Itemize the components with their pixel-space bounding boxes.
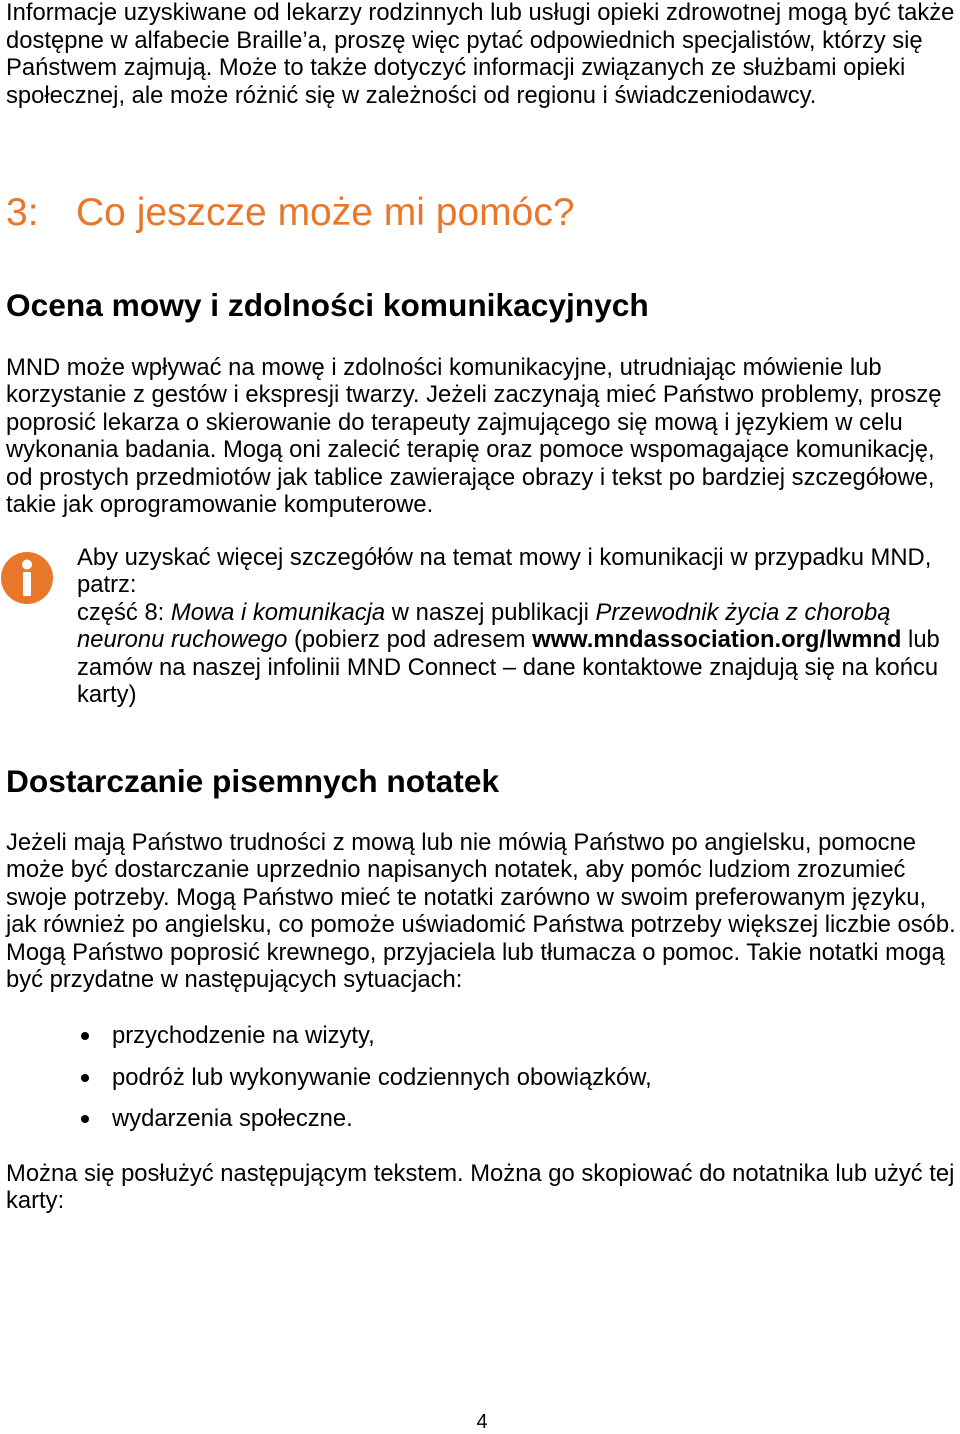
paragraph-line: być przydatne w następujących sytuacjach: (6, 966, 463, 993)
list-item (0, 1105, 960, 1133)
paragraph-line: może być dostarczanie uprzednio napisanych notatek, aby pomóc ludziom zrozumieć (6, 856, 906, 883)
written-notes-heading: Dostarczanie pisemnych notatek (6, 763, 500, 799)
intro-line: Państwem zajmują. Może to także dotyczyć informacji związanych ze służbami opieki (6, 54, 906, 81)
info-icon (0, 551, 54, 605)
list-item (0, 1022, 960, 1050)
bullet-marker (81, 1074, 89, 1082)
paragraph-line: jak również po angielsku, co pomoże uświadomić Państwa potrzeby większej liczbie osób. (6, 911, 956, 938)
paragraph-line: Jeżeli mają Państwo trudności z mową lub nie mówią Państwo po angielsku, pomocne (6, 828, 917, 856)
paragraph-line: poprosić lekarza o skierowanie do terapeuty zajmującego się mową i językiem w celu (6, 408, 903, 436)
info-reference-line (77, 654, 940, 682)
info-reference-line (77, 626, 940, 654)
info-text (77, 544, 940, 709)
list-item-text: wydarzenia społeczne. (112, 1104, 353, 1132)
list-item (0, 1064, 960, 1092)
section-title: Co jeszcze może mi pomóc? (76, 191, 575, 234)
paragraph-line: swoje potrzeby. Mogą Państwo mieć te notatki zarówno w swoim preferowanym języku, (6, 883, 927, 911)
info-reference-line (77, 599, 940, 627)
paragraph-line: od prostych przedmiotów jak tablice zawierające obrazy i tekst po bardziej szczegółowe, (6, 463, 935, 491)
speech-assessment-heading: Ocena mowy i zdolności komunikacyjnych (6, 287, 649, 323)
paragraph-line: Mogą Państwo poprosić krewnego, przyjaciela lub tłumacza o pomoc. Takie notatki mogą (6, 938, 945, 966)
written-notes-paragraph (6, 829, 956, 994)
publication-title: Przewodnik życia z chorobą (595, 598, 891, 626)
paragraph-line: MND może wpływać na mowę i zdolności komunikacyjne, utrudniając mówienie lub (6, 353, 882, 381)
reference-text: (pobierz pod adresem (287, 626, 533, 653)
bullet-marker (81, 1032, 89, 1040)
speech-assessment-paragraph (6, 354, 941, 519)
bullet-marker (81, 1115, 89, 1123)
paragraph-line: Można się posłużyć następującym tekstem. Można go skopiować do notatnika lub użyć tej (6, 1159, 955, 1187)
list-item-text: przychodzenie na wizyty, (112, 1021, 375, 1049)
paragraph-line: wykonania badania. Mogą oni zalecić terapię oraz pomoce wspomagające komunikację, (6, 436, 935, 463)
page-number: 4 (476, 1411, 488, 1433)
intro-line: społecznej, ale może różnić się w zależności od regionu i świadczeniodawcy. (6, 81, 817, 109)
section-number: 3: (6, 191, 39, 234)
paragraph-line: korzystanie z gestów i ekspresji twarzy. Jeżeli zaczynają mieć Państwo problemy, proszę (6, 381, 942, 408)
intro-line: Informacje uzyskiwane od lekarzy rodzinnych lub usługi opieki zdrowotnej mogą być także (6, 0, 955, 26)
reference-text: zamów na naszej infolinii MND Connect – dane kontaktowe znajdują się na końcu (77, 653, 939, 681)
reference-text: lub (901, 626, 940, 653)
intro-line: dostępne w alfabecie Braille’a, proszę więc pytać odpowiednich specjalistów, którzy się (6, 26, 923, 54)
info-reference-line (77, 681, 940, 709)
closing-paragraph (6, 1160, 954, 1215)
list-item-text: podróż lub wykonywanie codziennych obowiązków, (112, 1063, 652, 1091)
reference-text: w naszej publikacji (385, 598, 596, 626)
publication-title: neuronu ruchowego (77, 626, 288, 653)
info-line: patrz: (77, 571, 137, 598)
website-address: www.mndassociation.org/lwmnd (532, 626, 902, 653)
chapter-number: część 8: (77, 598, 171, 626)
chapter-title: Mowa i komunikacja (170, 598, 386, 626)
paragraph-line: takie jak oprogramowanie komputerowe. (6, 491, 434, 518)
reference-text: karty) (77, 681, 137, 708)
paragraph-line: karty: (6, 1187, 65, 1214)
intro-paragraph (6, 0, 954, 109)
info-line: Aby uzyskać więcej szczegółów na temat mowy i komunikacji w przypadku MND, (77, 543, 932, 571)
